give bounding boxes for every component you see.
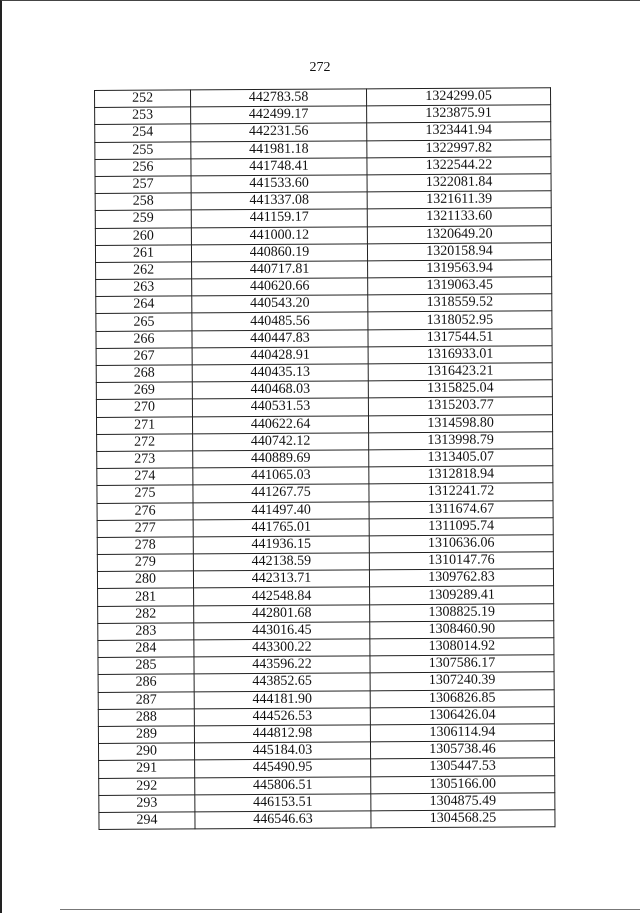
- x-coordinate-cell: 441267.75: [193, 484, 369, 502]
- table-row: [95, 191, 551, 211]
- point-number-cell: 260: [95, 227, 191, 245]
- x-coordinate-cell: 443016.45: [194, 622, 370, 640]
- table-row: [99, 810, 555, 830]
- x-coordinate-cell: 440717.81: [192, 261, 368, 279]
- y-coordinate-cell: 1315203.77: [368, 397, 552, 415]
- x-coordinate-cell: 443852.65: [194, 673, 370, 691]
- x-coordinate-cell: 440468.03: [192, 381, 368, 399]
- x-coordinate-cell: 440543.20: [192, 295, 368, 313]
- coordinates-table-wrapper: [94, 87, 555, 832]
- table-row: [95, 156, 551, 176]
- point-number-cell: 294: [99, 812, 195, 830]
- y-coordinate-cell: 1317544.51: [368, 328, 552, 346]
- x-coordinate-cell: 441497.40: [193, 501, 369, 519]
- x-coordinate-cell: 445184.03: [194, 742, 370, 760]
- table-row: [98, 741, 554, 761]
- table-row: [98, 586, 554, 606]
- point-number-cell: 252: [95, 90, 191, 108]
- x-coordinate-cell: 442801.68: [194, 604, 370, 622]
- point-number-cell: 283: [98, 623, 194, 641]
- page-number: 272: [309, 60, 331, 75]
- x-coordinate-cell: 440742.12: [193, 433, 369, 451]
- point-number-cell: 255: [95, 141, 191, 159]
- table-row: [95, 208, 551, 228]
- table-row: [97, 552, 553, 572]
- x-coordinate-cell: 446153.51: [195, 794, 371, 812]
- y-coordinate-cell: 1316933.01: [368, 346, 552, 364]
- table-row: [95, 174, 551, 194]
- x-coordinate-cell: 441936.15: [193, 536, 369, 554]
- table-row: [95, 105, 551, 125]
- x-coordinate-cell: 440860.19: [191, 244, 367, 262]
- point-number-cell: 273: [97, 451, 193, 469]
- y-coordinate-cell: 1323441.94: [367, 122, 551, 140]
- point-number-cell: 275: [97, 485, 193, 503]
- table-row: [96, 260, 552, 280]
- x-coordinate-cell: 442231.56: [191, 123, 367, 141]
- y-coordinate-cell: 1322997.82: [367, 139, 551, 157]
- point-number-cell: 265: [96, 313, 192, 331]
- point-number-cell: 291: [99, 760, 195, 778]
- table-row: [95, 242, 551, 262]
- point-number-cell: 267: [96, 348, 192, 366]
- table-row: [97, 500, 553, 520]
- x-coordinate-cell: 441000.12: [191, 226, 367, 244]
- x-coordinate-cell: 442313.71: [193, 570, 369, 588]
- y-coordinate-cell: 1307240.39: [370, 672, 554, 690]
- x-coordinate-cell: 444526.53: [194, 708, 370, 726]
- y-coordinate-cell: 1320158.94: [367, 242, 551, 260]
- point-number-cell: 266: [96, 331, 192, 349]
- point-number-cell: 274: [97, 468, 193, 486]
- page-bottom-edge: [60, 909, 640, 910]
- table-row: [96, 397, 552, 417]
- point-number-cell: 278: [97, 537, 193, 555]
- table-row: [95, 122, 551, 142]
- y-coordinate-cell: 1305166.00: [371, 775, 555, 793]
- y-coordinate-cell: 1318052.95: [368, 311, 552, 329]
- point-number-cell: 254: [95, 124, 191, 142]
- table-row: [97, 535, 553, 555]
- y-coordinate-cell: 1322081.84: [367, 174, 551, 192]
- point-number-cell: 282: [98, 606, 194, 624]
- x-coordinate-cell: 445806.51: [195, 776, 371, 794]
- point-number-cell: 259: [95, 210, 191, 228]
- y-coordinate-cell: 1321133.60: [367, 208, 551, 226]
- y-coordinate-cell: 1310636.06: [369, 535, 553, 553]
- x-coordinate-cell: 440622.64: [192, 415, 368, 433]
- y-coordinate-cell: 1311674.67: [369, 500, 553, 518]
- table-row: [96, 380, 552, 400]
- y-coordinate-cell: 1310147.76: [369, 552, 553, 570]
- y-coordinate-cell: 1320649.20: [367, 225, 551, 243]
- x-coordinate-cell: 444181.90: [194, 690, 370, 708]
- y-coordinate-cell: 1307586.17: [370, 655, 554, 673]
- y-coordinate-cell: 1315825.04: [368, 380, 552, 398]
- x-coordinate-cell: 442499.17: [191, 106, 367, 124]
- table-row: [95, 139, 551, 159]
- y-coordinate-cell: 1305738.46: [370, 741, 554, 759]
- x-coordinate-cell: 440620.66: [192, 278, 368, 296]
- point-number-cell: 287: [98, 691, 194, 709]
- point-number-cell: 268: [96, 365, 192, 383]
- table-row: [96, 414, 552, 434]
- y-coordinate-cell: 1308825.19: [370, 603, 554, 621]
- x-coordinate-cell: 445490.95: [195, 759, 371, 777]
- table-row: [98, 621, 554, 641]
- point-number-cell: 262: [96, 262, 192, 280]
- point-number-cell: 264: [96, 296, 192, 314]
- x-coordinate-cell: 440447.83: [192, 329, 368, 347]
- table-row: [98, 638, 554, 658]
- x-coordinate-cell: 441765.01: [193, 519, 369, 537]
- x-coordinate-cell: 443596.22: [194, 656, 370, 674]
- x-coordinate-cell: 442548.84: [194, 587, 370, 605]
- x-coordinate-cell: 441748.41: [191, 158, 367, 176]
- point-number-cell: 257: [95, 176, 191, 194]
- table-row: [98, 672, 554, 692]
- table-row: [97, 449, 553, 469]
- table-row: [96, 346, 552, 366]
- point-number-cell: 292: [99, 777, 195, 795]
- y-coordinate-cell: 1324299.05: [366, 88, 550, 106]
- y-coordinate-cell: 1304875.49: [371, 792, 555, 810]
- point-number-cell: 256: [95, 159, 191, 177]
- point-number-cell: 277: [97, 520, 193, 538]
- y-coordinate-cell: 1318559.52: [368, 294, 552, 312]
- point-number-cell: 276: [97, 502, 193, 520]
- point-number-cell: 289: [98, 726, 194, 744]
- y-coordinate-cell: 1308014.92: [370, 638, 554, 656]
- table-row: [98, 706, 554, 726]
- y-coordinate-cell: 1306114.94: [370, 724, 554, 742]
- x-coordinate-cell: 441981.18: [191, 140, 367, 158]
- x-coordinate-cell: 441159.17: [191, 209, 367, 227]
- table-row: [96, 277, 552, 297]
- coordinates-table-body: [95, 88, 556, 830]
- point-number-cell: 253: [95, 107, 191, 125]
- point-number-cell: 270: [96, 399, 192, 417]
- y-coordinate-cell: 1308460.90: [370, 621, 554, 639]
- x-coordinate-cell: 444812.98: [194, 725, 370, 743]
- point-number-cell: 272: [97, 434, 193, 452]
- x-coordinate-cell: 442783.58: [191, 89, 367, 107]
- x-coordinate-cell: 441533.60: [191, 175, 367, 193]
- y-coordinate-cell: 1313405.07: [369, 449, 553, 467]
- point-number-cell: 284: [98, 640, 194, 658]
- table-row: [97, 569, 553, 589]
- point-number-cell: 258: [95, 193, 191, 211]
- y-coordinate-cell: 1321611.39: [367, 191, 551, 209]
- point-number-cell: 261: [95, 245, 191, 263]
- table-row: [99, 775, 555, 795]
- table-row: [95, 225, 551, 245]
- x-coordinate-cell: 441065.03: [193, 467, 369, 485]
- point-number-cell: 269: [96, 382, 192, 400]
- y-coordinate-cell: 1313998.79: [369, 431, 553, 449]
- y-coordinate-cell: 1314598.80: [368, 414, 552, 432]
- table-row: [98, 603, 554, 623]
- y-coordinate-cell: 1312818.94: [369, 466, 553, 484]
- y-coordinate-cell: 1316423.21: [368, 363, 552, 381]
- y-coordinate-cell: 1322544.22: [367, 156, 551, 174]
- table-row: [97, 431, 553, 451]
- y-coordinate-cell: 1306426.04: [370, 706, 554, 724]
- y-coordinate-cell: 1305447.53: [371, 758, 555, 776]
- point-number-cell: 286: [98, 674, 194, 692]
- y-coordinate-cell: 1304568.25: [371, 810, 555, 828]
- table-row: [97, 517, 553, 537]
- point-number-cell: 290: [98, 743, 194, 761]
- point-number-cell: 293: [99, 795, 195, 813]
- x-coordinate-cell: 442138.59: [193, 553, 369, 571]
- table-row: [97, 483, 553, 503]
- y-coordinate-cell: 1323875.91: [367, 105, 551, 123]
- table-row: [98, 655, 554, 675]
- x-coordinate-cell: 446546.63: [195, 811, 371, 829]
- table-row: [98, 724, 554, 744]
- x-coordinate-cell: 440485.56: [192, 312, 368, 330]
- x-coordinate-cell: 440889.69: [193, 450, 369, 468]
- x-coordinate-cell: 441337.08: [191, 192, 367, 210]
- y-coordinate-cell: 1309289.41: [370, 586, 554, 604]
- table-row: [98, 689, 554, 709]
- table-row: [96, 311, 552, 331]
- x-coordinate-cell: 440435.13: [192, 364, 368, 382]
- table-row: [96, 328, 552, 348]
- coordinates-table: [94, 87, 556, 830]
- table-row: [99, 758, 555, 778]
- x-coordinate-cell: 443300.22: [194, 639, 370, 657]
- table-row: [99, 792, 555, 812]
- y-coordinate-cell: 1306826.85: [370, 689, 554, 707]
- point-number-cell: 263: [96, 279, 192, 297]
- x-coordinate-cell: 440428.91: [192, 347, 368, 365]
- table-row: [96, 363, 552, 383]
- point-number-cell: 288: [98, 709, 194, 727]
- point-number-cell: 285: [98, 657, 194, 675]
- point-number-cell: 280: [97, 571, 193, 589]
- y-coordinate-cell: 1309762.83: [369, 569, 553, 587]
- table-row: [97, 466, 553, 486]
- table-row: [96, 294, 552, 314]
- table-row: [95, 88, 551, 108]
- point-number-cell: 279: [97, 554, 193, 572]
- point-number-cell: 271: [96, 416, 192, 434]
- x-coordinate-cell: 440531.53: [192, 398, 368, 416]
- y-coordinate-cell: 1319063.45: [368, 277, 552, 295]
- y-coordinate-cell: 1312241.72: [369, 483, 553, 501]
- point-number-cell: 281: [98, 588, 194, 606]
- y-coordinate-cell: 1319563.94: [368, 260, 552, 278]
- y-coordinate-cell: 1311095.74: [369, 517, 553, 535]
